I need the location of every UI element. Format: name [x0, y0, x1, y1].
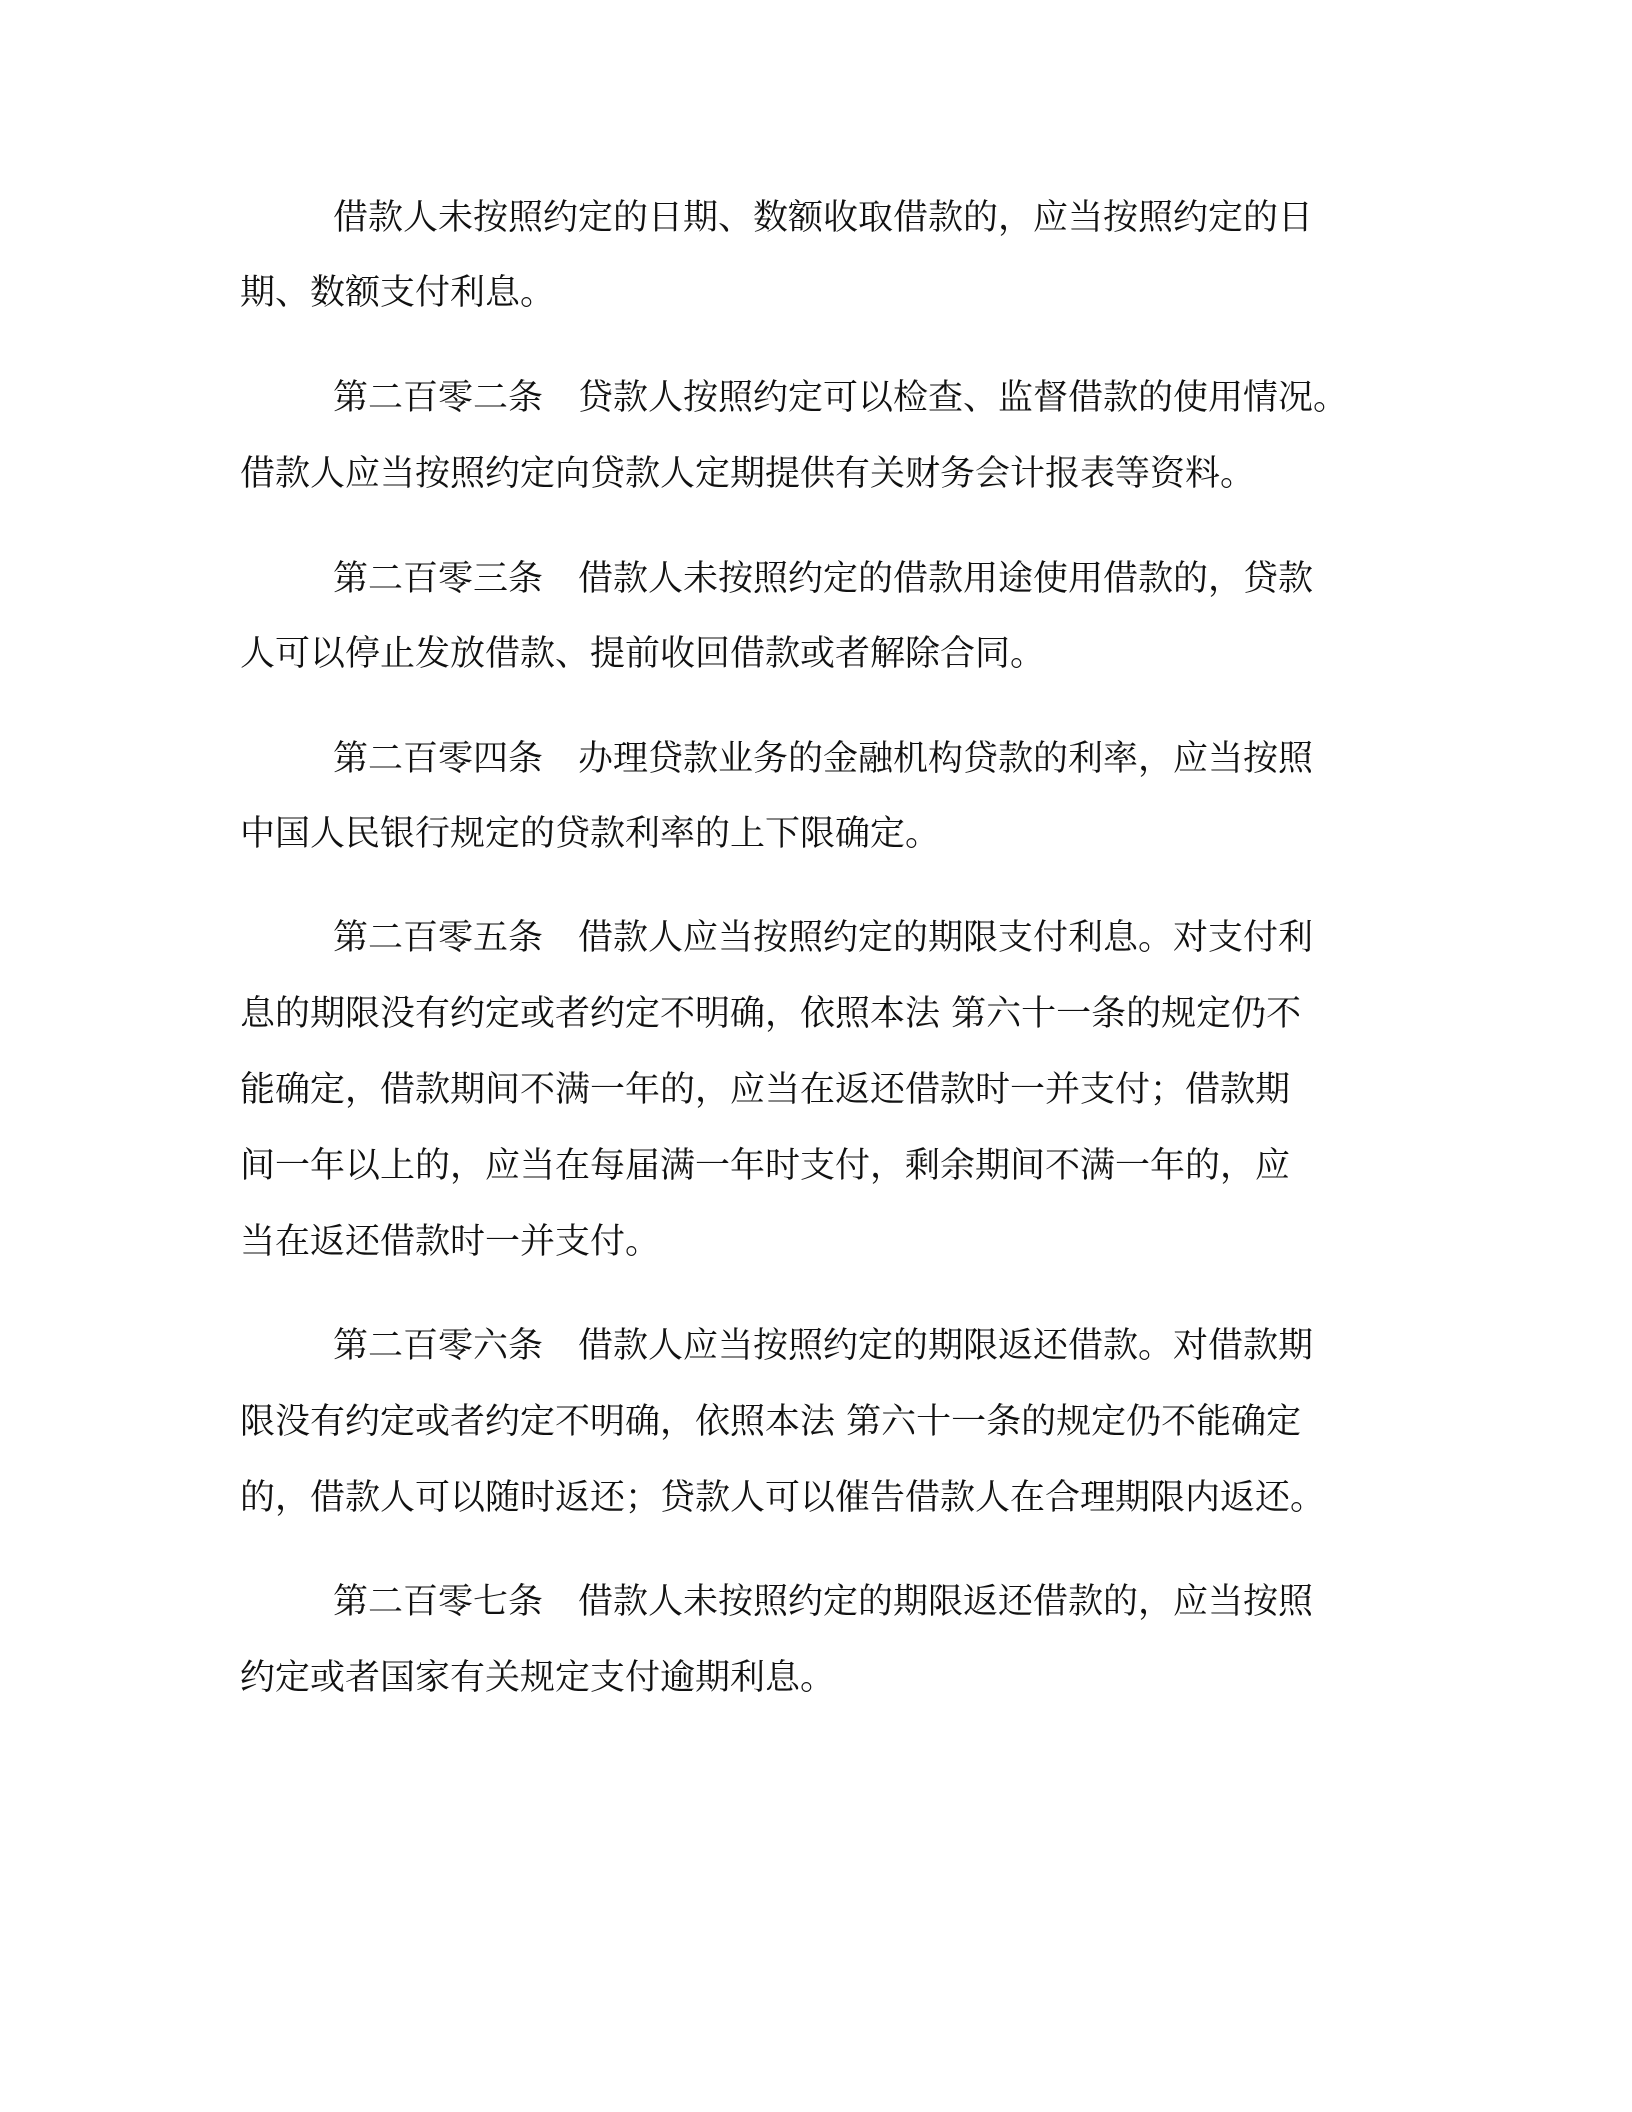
article-204-line-1: 第二百零四条 办理贷款业务的金融机构贷款的利率，应当按照 [333, 739, 1314, 779]
paragraph-1-line-1: 借款人未按照约定的日期、数额收取借款的，应当按照约定的日 [333, 198, 1314, 238]
article-207-line-2: 约定或者国家有关规定支付逾期利息。 [240, 1658, 836, 1698]
article-204-line-2: 中国人民银行规定的贷款利率的上下限确定。 [240, 814, 941, 854]
article-202-line-2: 借款人应当按照约定向贷款人定期提供有关财务会计报表等资料。 [240, 454, 1256, 494]
article-205-line-2: 息的期限没有约定或者约定不明确，依照本法 第六十一条的规定仍不 [240, 994, 1302, 1034]
article-206-line-3: 的，借款人可以随时返还；贷款人可以催告借款人在合理期限内返还。 [240, 1478, 1326, 1518]
article-205-line-1: 第二百零五条 借款人应当按照约定的期限支付利息。对支付利 [333, 918, 1314, 958]
paragraph-1-line-2: 期、数额支付利息。 [240, 273, 556, 313]
article-202-line-1: 第二百零二条 贷款人按照约定可以检查、监督借款的使用情况。 [333, 378, 1349, 418]
article-203-line-1: 第二百零三条 借款人未按照约定的借款用途使用借款的，贷款 [333, 559, 1314, 599]
article-205-line-4: 间一年以上的，应当在每届满一年时支付，剩余期间不满一年的，应 [240, 1146, 1291, 1186]
article-206-line-2: 限没有约定或者约定不明确，依照本法 第六十一条的规定仍不能确定 [240, 1402, 1302, 1442]
article-205-line-5: 当在返还借款时一并支付。 [240, 1222, 661, 1262]
article-205-line-3: 能确定，借款期间不满一年的，应当在返还借款时一并支付；借款期 [240, 1070, 1291, 1110]
article-206-line-1: 第二百零六条 借款人应当按照约定的期限返还借款。对借款期 [333, 1326, 1314, 1366]
article-203-line-2: 人可以停止发放借款、提前收回借款或者解除合同。 [240, 634, 1046, 674]
article-207-line-1: 第二百零七条 借款人未按照约定的期限返还借款的，应当按照 [333, 1582, 1314, 1622]
